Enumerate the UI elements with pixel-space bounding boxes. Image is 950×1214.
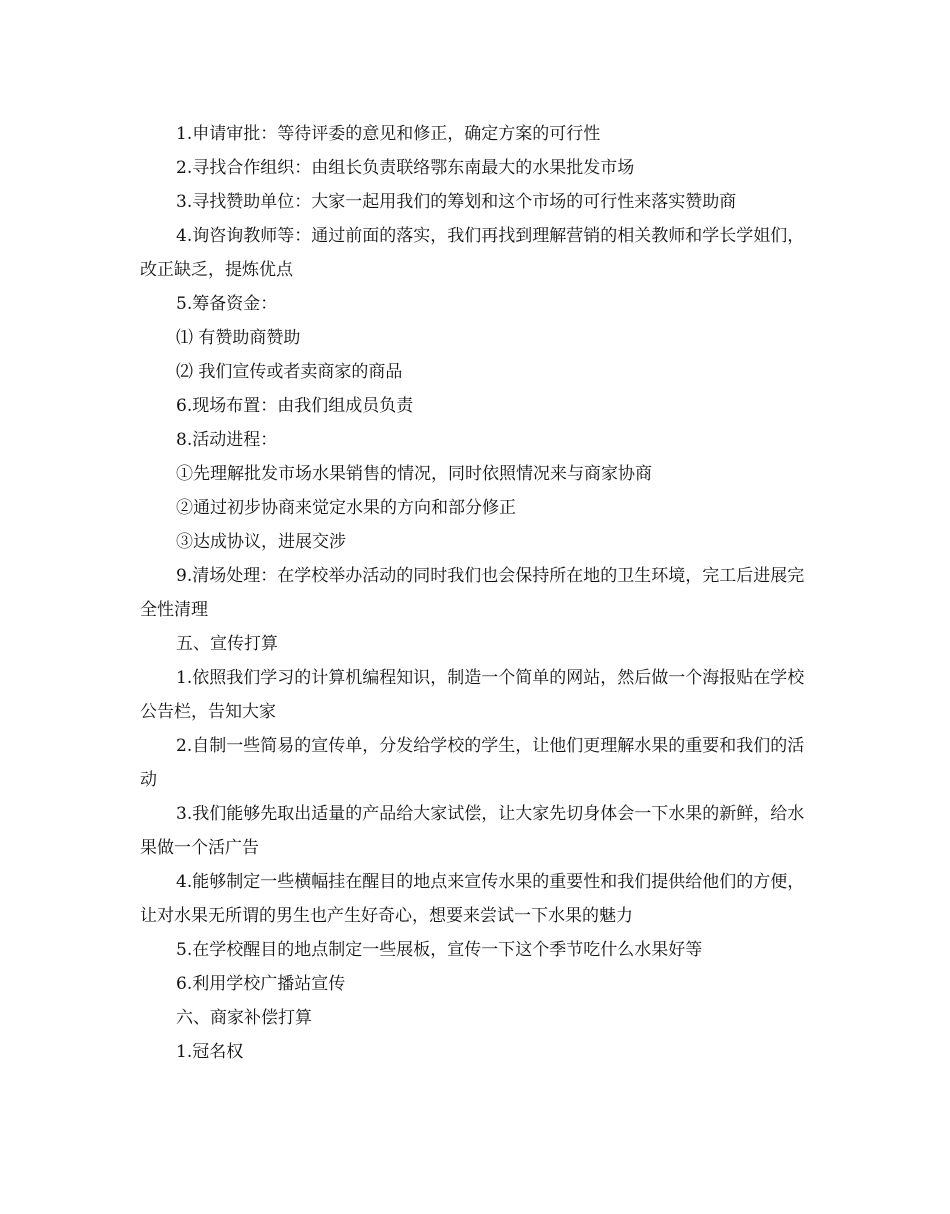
paragraph-progress: 8.活动进程： <box>176 430 278 450</box>
paragraph-progress-step-1: ①先理解批发市场水果销售的情况，同时依照情况来与商家协商 <box>176 464 652 484</box>
paragraph-progress-step-3: ③达成协议，进展交涉 <box>176 532 346 552</box>
section-heading-compensation: 六、商家补偿打算 <box>176 1008 312 1028</box>
document-body <box>140 117 812 1069</box>
paragraph-partner: 2.寻找合作组织：由组长负责联络鄂东南最大的水果批发市场 <box>176 158 635 178</box>
paragraph-consult: 4.询咨询教师等：通过前面的落实，我们再找到理解营销的相关教师和学长学姐们，改正缺乏，提炼优点 <box>140 226 805 280</box>
paragraph-progress-step-2: ②通过初步协商来觉定水果的方向和部分修正 <box>176 498 516 518</box>
paragraph-sponsor: 3.寻找赞助单位：大家一起用我们的筹划和这个市场的可行性来落实赞助商 <box>176 192 737 212</box>
section-heading-promotion: 五、宣传打算 <box>176 634 278 654</box>
paragraph-funds-item-2: ⑵ 我们宣传或者卖商家的商品 <box>176 362 403 382</box>
paragraph-promotion-3: 3.我们能够先取出适量的产品给大家试偿，让大家先切身体会一下水果的新鲜，给水果做一个活广告 <box>140 804 805 858</box>
paragraph-promotion-5: 5.在学校醒目的地点制定一些展板，宣传一下这个季节吃什么水果好等 <box>176 940 703 960</box>
paragraph-approval: 1.申请审批：等待评委的意见和修正，确定方案的可行性 <box>176 124 601 144</box>
paragraph-promotion-6: 6.利用学校广播站宣传 <box>176 974 346 994</box>
paragraph-promotion-1: 1.依照我们学习的计算机编程知识，制造一个简单的网站，然后做一个海报贴在学校公告栏，告知大家 <box>140 668 805 722</box>
paragraph-venue: 6.现场布置：由我们组成员负责 <box>176 396 414 416</box>
paragraph-funds-item-1: ⑴ 有赞助商赞助 <box>176 328 301 348</box>
paragraph-promotion-2: 2.自制一些简易的宣传单，分发给学校的学生，让他们更理解水果的重要和我们的活动 <box>140 736 805 790</box>
paragraph-promotion-4: 4.能够制定一些横幅挂在醒目的地点来宣传水果的重要性和我们提供给他们的方便，让对水果无所谓的男生也产生好奇心，想要来尝试一下水果的魅力 <box>140 872 805 926</box>
paragraph-cleanup: 9.清场处理：在学校举办活动的同时我们也会保持所在地的卫生环境，完工后进展完全性清理 <box>140 566 805 620</box>
paragraph-compensation-1: 1.冠名权 <box>176 1042 244 1062</box>
paragraph-funds: 5.筹备资金： <box>176 294 278 314</box>
